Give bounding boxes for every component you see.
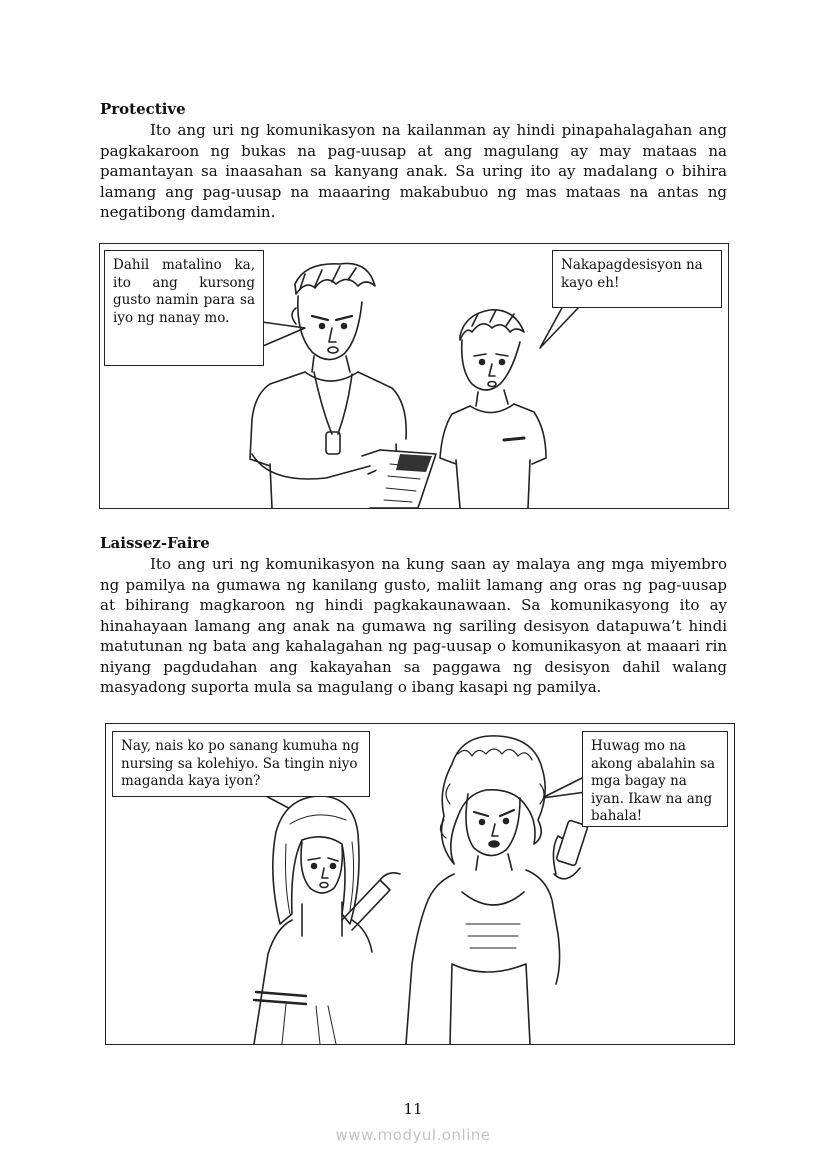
speech-bubble-son: Nakapagdesisyon na kayo eh! [552, 250, 722, 308]
page-number: 11 [403, 1100, 423, 1118]
section-heading-protective: Protective [100, 100, 186, 118]
footer-watermark: www.modyul.online [335, 1126, 491, 1144]
section-heading-laissez-faire: Laissez-Faire [100, 534, 210, 552]
speech-bubble-daughter: Nay, nais ko po sanang kumuha ng nursing sa kolehiyo. Sa tingin niyo maganda kaya iyon? [112, 731, 370, 797]
comic-panel-laissez-faire [105, 723, 735, 1045]
speech-bubble-mother: Huwag mo na akong abalahin sa mga bagay na iyan. Ikaw na ang bahala! [582, 731, 728, 827]
section-paragraph-protective: Ito ang uri ng komunikasyon na kailanman ay hindi pinapahalagahan ang pagkakaroon ng bukas na pag-uusap at ang magulang ay may mataas na pamantayan sa inaasahan sa kanyang anak. Sa uring ito ay madalang o bihira lamang ang pag-uusap na maaaring makabubuo ng mas mataas na antas ng negatibong damdamin. [100, 121, 727, 221]
section-paragraph-laissez-faire: Ito ang uri ng komunikasyon na kung saan ay malaya ang mga miyembro ng pamilya na gumawa ng kanilang gusto, maliit lamang ang oras ng pag-uusap at bihirang magkaroon ng hindi pagkakaunawaan. Sa komunikasyong ito ay hinahayaan lamang ang anak na gumawa ng sariling desisyon datapuwa’t hindi matutunan ng bata ang kahalagahan ng pag-uusap o komunikasyon at maaari rin niyang pagdudahan ang kakayahan sa paggawa ng desisyon dahil walang masyadong suporta mula sa magulang o ibang kasapi ng pamilya. [100, 555, 727, 696]
speech-bubble-father: Dahil matalino ka, ito ang kursong gusto namin para sa iyo ng nanay mo. [104, 250, 264, 366]
comic-panel-protective [99, 243, 729, 509]
